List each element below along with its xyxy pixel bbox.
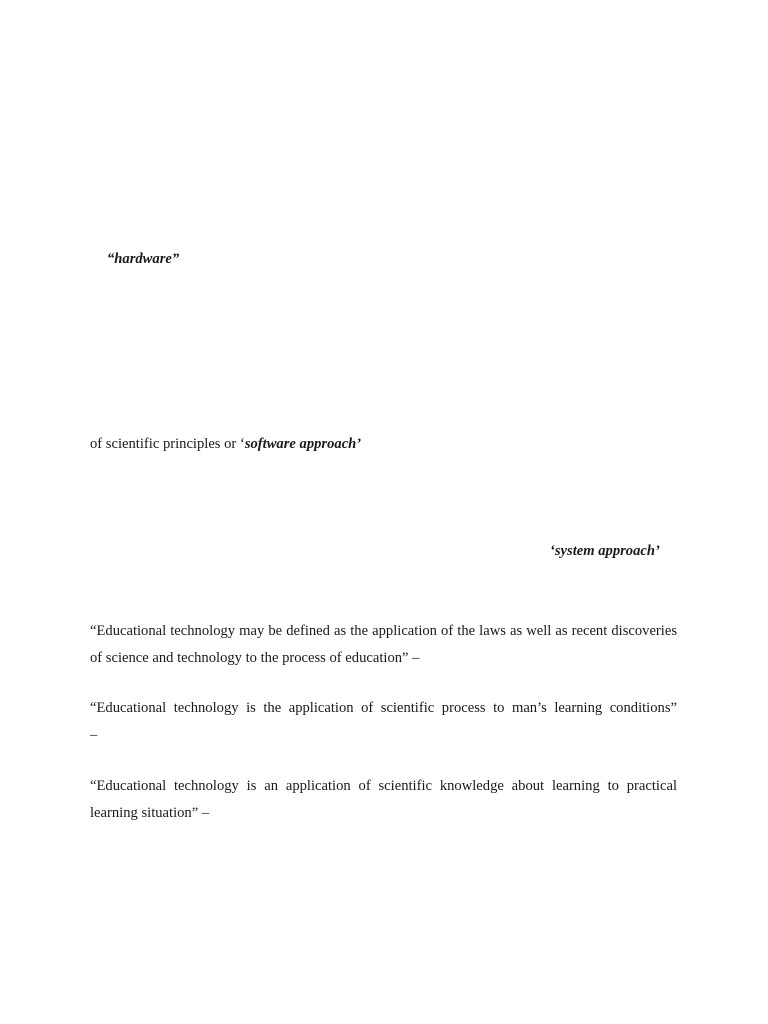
definition-paragraph-1 xyxy=(90,618,677,672)
definition-2-line-1: “Educational technology is the application of scientific process to man’s learning conditions” xyxy=(90,700,677,716)
software-approach-line xyxy=(90,431,361,458)
software-approach-term: software approach’ xyxy=(244,436,362,452)
hardware-term: “hardware” xyxy=(107,251,180,267)
definition-2-line-2: – xyxy=(90,727,98,743)
definition-3-line-1: “Educational technology is an application of scientific knowledge about learning to practical xyxy=(90,778,677,794)
scientific-principles-text: of scientific principles or ‘ xyxy=(90,436,245,452)
definition-3-line-2: learning situation” – xyxy=(90,805,210,821)
definition-1-line-1: “Educational technology may be defined as the application of the laws as well as recent discoveries xyxy=(90,623,677,639)
system-approach-term: ‘system approach’ xyxy=(550,543,660,559)
definition-paragraph-2 xyxy=(90,695,677,749)
definition-1-line-2: of science and technology to the process of education” – xyxy=(90,650,420,666)
definition-paragraph-3 xyxy=(90,773,677,827)
